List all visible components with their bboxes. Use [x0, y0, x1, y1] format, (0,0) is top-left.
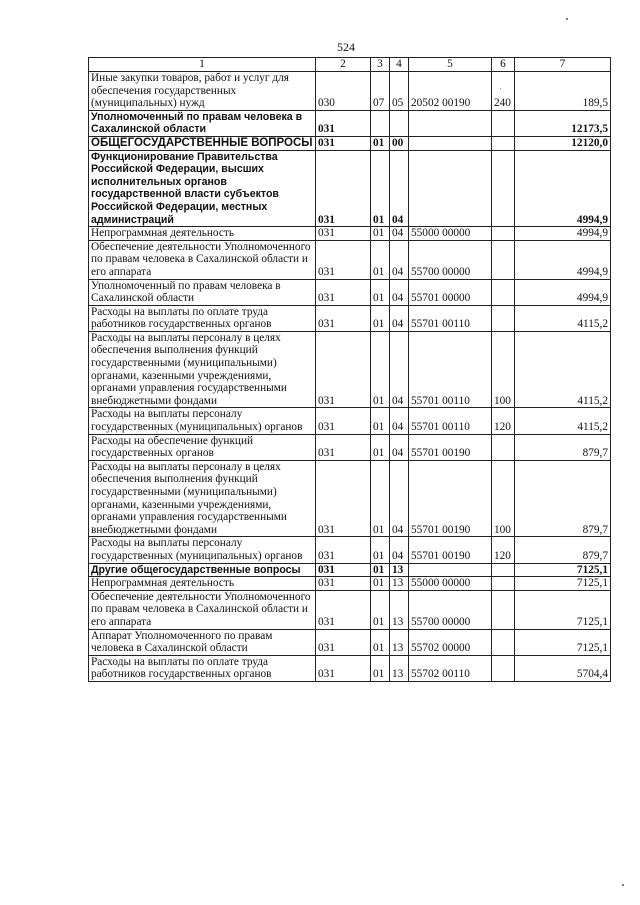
table-row — [89, 590, 611, 629]
cell-rz: 01 — [371, 279, 390, 305]
header-col-2: 2 — [316, 58, 371, 72]
cell-sum: 4115,2 — [515, 408, 611, 434]
cell-pr: 04 — [390, 460, 409, 537]
cell-sum: 879,7 — [515, 460, 611, 537]
cell-sum: 879,7 — [515, 434, 611, 460]
cell-vr — [492, 655, 515, 681]
cell-vr — [492, 110, 515, 136]
cell-name: Расходы на выплаты персоналу в целях обеспечения выполнения функций государственными (муниципальными) органами, казенными учреждениями, органами управления государственными внебюджетными фондами — [89, 331, 316, 408]
cell-vr — [492, 577, 515, 591]
cell-name: Обеспечение деятельности Уполномоченного по правам человека в Сахалинской области и его аппарата — [89, 590, 316, 629]
cell-pr: 13 — [390, 629, 409, 655]
page-number: 524 — [337, 40, 355, 54]
cell-ved: 031 — [316, 136, 371, 150]
cell-ved: 031 — [316, 563, 371, 577]
cell-rz: 01 — [371, 227, 390, 241]
cell-name: Иные закупки товаров, работ и услуг для обеспечения государственных (муниципальных) нужд — [89, 72, 316, 111]
cell-vr: 240 — [492, 72, 515, 111]
cell-csr — [409, 150, 492, 227]
table-row — [89, 563, 611, 577]
cell-pr: 13 — [390, 655, 409, 681]
cell-csr — [409, 136, 492, 150]
cell-sum: 4994,9 — [515, 279, 611, 305]
cell-csr — [409, 110, 492, 136]
cell-vr: 120 — [492, 408, 515, 434]
table-row — [89, 72, 611, 111]
table-row — [89, 331, 611, 408]
scan-speck — [622, 884, 624, 886]
cell-rz: 07 — [371, 72, 390, 111]
cell-ved: 031 — [316, 331, 371, 408]
cell-vr — [492, 150, 515, 227]
table-row — [89, 110, 611, 136]
cell-name: Обеспечение деятельности Уполномоченного по правам человека в Сахалинской области и его аппарата — [89, 240, 316, 279]
cell-rz: 01 — [371, 408, 390, 434]
table-row — [89, 240, 611, 279]
cell-csr: 55701 00190 — [409, 537, 492, 563]
scan-speck — [566, 18, 568, 20]
header-col-1: 1 — [89, 58, 316, 72]
cell-csr: 55000 00000 — [409, 227, 492, 241]
cell-sum: 12120,0 — [515, 136, 611, 150]
cell-pr — [390, 110, 409, 136]
cell-name: Расходы на обеспечение функций государственных органов — [89, 434, 316, 460]
cell-csr: 55701 00000 — [409, 279, 492, 305]
cell-vr — [492, 629, 515, 655]
cell-csr: 55702 00110 — [409, 655, 492, 681]
cell-rz: 01 — [371, 150, 390, 227]
budget-table — [88, 57, 611, 682]
cell-vr — [492, 136, 515, 150]
cell-pr: 04 — [390, 240, 409, 279]
cell-rz: 01 — [371, 136, 390, 150]
cell-sum: 5704,4 — [515, 655, 611, 681]
cell-ved: 031 — [316, 279, 371, 305]
header-col-6: 6 — [492, 58, 515, 72]
cell-csr: 55701 00110 — [409, 331, 492, 408]
cell-ved: 031 — [316, 577, 371, 591]
cell-pr: 13 — [390, 563, 409, 577]
cell-ved: 031 — [316, 150, 371, 227]
cell-sum: 4994,9 — [515, 240, 611, 279]
cell-rz: 01 — [371, 655, 390, 681]
cell-ved: 030 — [316, 72, 371, 111]
cell-rz: 01 — [371, 629, 390, 655]
cell-rz: 01 — [371, 590, 390, 629]
cell-sum: 7125,1 — [515, 629, 611, 655]
table-row — [89, 629, 611, 655]
cell-pr: 05 — [390, 72, 409, 111]
cell-name: Расходы на выплаты по оплате труда работников государственных органов — [89, 305, 316, 331]
cell-ved: 031 — [316, 227, 371, 241]
cell-rz: 01 — [371, 577, 390, 591]
cell-sum: 7125,1 — [515, 590, 611, 629]
table-row — [89, 136, 611, 150]
cell-vr: 100 — [492, 331, 515, 408]
table-row — [89, 227, 611, 241]
cell-pr: 04 — [390, 279, 409, 305]
cell-name: Уполномоченный по правам человека в Сахалинской области — [89, 279, 316, 305]
cell-pr: 04 — [390, 408, 409, 434]
cell-pr: 13 — [390, 577, 409, 591]
cell-csr: 20502 00190 — [409, 72, 492, 111]
cell-sum: 189,5 — [515, 72, 611, 111]
cell-sum: 879,7 — [515, 537, 611, 563]
cell-csr: 55701 00190 — [409, 434, 492, 460]
cell-ved: 031 — [316, 110, 371, 136]
cell-name: Другие общегосударственные вопросы — [89, 563, 316, 577]
table-row — [89, 537, 611, 563]
cell-pr: 04 — [390, 331, 409, 408]
cell-sum: 7125,1 — [515, 577, 611, 591]
cell-csr: 55700 00000 — [409, 240, 492, 279]
cell-rz: 01 — [371, 434, 390, 460]
cell-pr: 13 — [390, 590, 409, 629]
cell-sum: 7125,1 — [515, 563, 611, 577]
cell-ved: 031 — [316, 655, 371, 681]
cell-rz: 01 — [371, 563, 390, 577]
table-row — [89, 655, 611, 681]
cell-name: Расходы на выплаты по оплате труда работников государственных органов — [89, 655, 316, 681]
cell-name: ОБЩЕГОСУДАРСТВЕННЫЕ ВОПРОСЫ — [89, 136, 316, 150]
cell-pr: 04 — [390, 305, 409, 331]
cell-ved: 031 — [316, 537, 371, 563]
cell-csr: 55701 00110 — [409, 408, 492, 434]
cell-pr: 00 — [390, 136, 409, 150]
cell-vr — [492, 227, 515, 241]
cell-pr: 04 — [390, 537, 409, 563]
cell-rz: 01 — [371, 240, 390, 279]
cell-ved: 031 — [316, 590, 371, 629]
cell-name: Функционирование Правительства Российской Федерации, высших исполнительных органов государственной власти субъектов Российской Федерации, местных администраций — [89, 150, 316, 227]
cell-vr: 100 — [492, 460, 515, 537]
header-col-4: 4 — [390, 58, 409, 72]
table-header-row — [89, 58, 611, 72]
cell-rz — [371, 110, 390, 136]
header-col-7: 7 — [515, 58, 611, 72]
cell-rz: 01 — [371, 331, 390, 408]
table-row — [89, 279, 611, 305]
cell-sum: 4994,9 — [515, 150, 611, 227]
cell-name: Расходы на выплаты персоналу государственных (муниципальных) органов — [89, 537, 316, 563]
cell-ved: 031 — [316, 434, 371, 460]
cell-sum: 12173,5 — [515, 110, 611, 136]
cell-name: Непрограммная деятельность — [89, 577, 316, 591]
cell-vr: 120 — [492, 537, 515, 563]
cell-vr — [492, 240, 515, 279]
cell-pr: 04 — [390, 227, 409, 241]
cell-rz: 01 — [371, 537, 390, 563]
cell-ved: 031 — [316, 305, 371, 331]
cell-pr: 04 — [390, 434, 409, 460]
table-row — [89, 577, 611, 591]
cell-vr — [492, 563, 515, 577]
cell-csr: 55000 00000 — [409, 577, 492, 591]
table-row — [89, 408, 611, 434]
cell-name: Непрограммная деятельность — [89, 227, 316, 241]
cell-csr: 55701 00110 — [409, 305, 492, 331]
cell-csr — [409, 563, 492, 577]
cell-ved: 031 — [316, 460, 371, 537]
cell-name: Расходы на выплаты персоналу государственных (муниципальных) органов — [89, 408, 316, 434]
cell-sum: 4994,9 — [515, 227, 611, 241]
cell-vr — [492, 590, 515, 629]
cell-vr — [492, 279, 515, 305]
scan-speck — [500, 88, 501, 89]
cell-pr: 04 — [390, 150, 409, 227]
cell-ved: 031 — [316, 240, 371, 279]
cell-name: Аппарат Уполномоченного по правам человека в Сахалинской области — [89, 629, 316, 655]
header-col-5: 5 — [409, 58, 492, 72]
cell-name: Расходы на выплаты персоналу в целях обеспечения выполнения функций государственными (муниципальными) органами, казенными учреждениями, органами управления государственными внебюджетными фондами — [89, 460, 316, 537]
cell-vr — [492, 434, 515, 460]
table-row — [89, 305, 611, 331]
table-row — [89, 434, 611, 460]
cell-sum: 4115,2 — [515, 331, 611, 408]
table-body — [89, 72, 611, 682]
cell-ved: 031 — [316, 408, 371, 434]
table-row — [89, 460, 611, 537]
header-col-3: 3 — [371, 58, 390, 72]
cell-csr: 55701 00190 — [409, 460, 492, 537]
cell-sum: 4115,2 — [515, 305, 611, 331]
cell-csr: 55702 00000 — [409, 629, 492, 655]
cell-name: Уполномоченный по правам человека в Сахалинской области — [89, 110, 316, 136]
cell-rz: 01 — [371, 460, 390, 537]
cell-csr: 55700 00000 — [409, 590, 492, 629]
cell-vr — [492, 305, 515, 331]
table-row — [89, 150, 611, 227]
cell-rz: 01 — [371, 305, 390, 331]
cell-ved: 031 — [316, 629, 371, 655]
